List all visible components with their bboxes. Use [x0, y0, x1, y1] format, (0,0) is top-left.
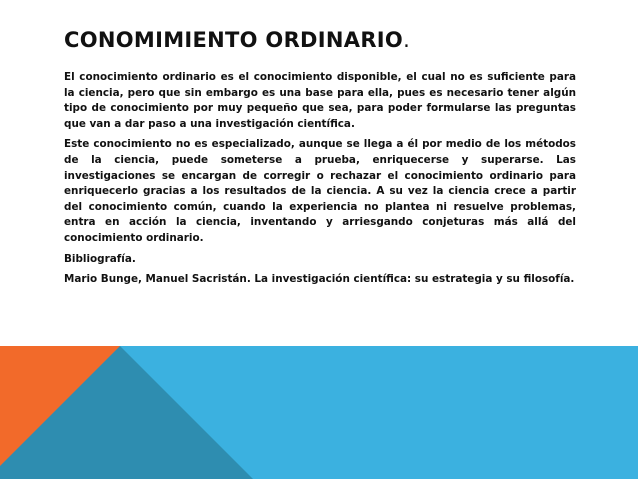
slide-body	[64, 70, 576, 293]
paragraph-2: Este conocimiento no es especializado, aunque se llega a él por medio de los métodos de la ciencia, puede someterse a prueba, enriquecerse y superarse. Las investigaciones se encargan de corregir o rechazar el conocimiento ordinario para enriquecerlo gracias a los resultados de la ciencia. A su vez la ciencia crece a partir del conocimiento común, cuando la experiencia no plantea ni resuelve problemas, entra en acción la ciencia, inventando y arriesgando conjeturas más allá del conocimiento ordinario.	[64, 138, 576, 244]
decorative-footer-shapes	[0, 346, 638, 479]
paragraph-1: El conocimiento ordinario es el conocimiento disponible, el cual no es suficiente para la ciencia, pero que sin embargo es una base para ella, pues es necesario tener algún tipo de conocimiento por muy pequeño que sea, para poder formularse las preguntas que van a dar paso a una investigación científica.	[64, 71, 576, 130]
title-dot: .	[403, 28, 411, 52]
bibliography-reference: Mario Bunge, Manuel Sacristán. La investigación científica: su estrategia y su filosofía.	[64, 273, 575, 286]
bibliography-label: Bibliografía.	[64, 252, 136, 265]
slide-title	[64, 28, 584, 52]
title-text: CONOMIMIENTO ORDINARIO	[64, 28, 404, 52]
